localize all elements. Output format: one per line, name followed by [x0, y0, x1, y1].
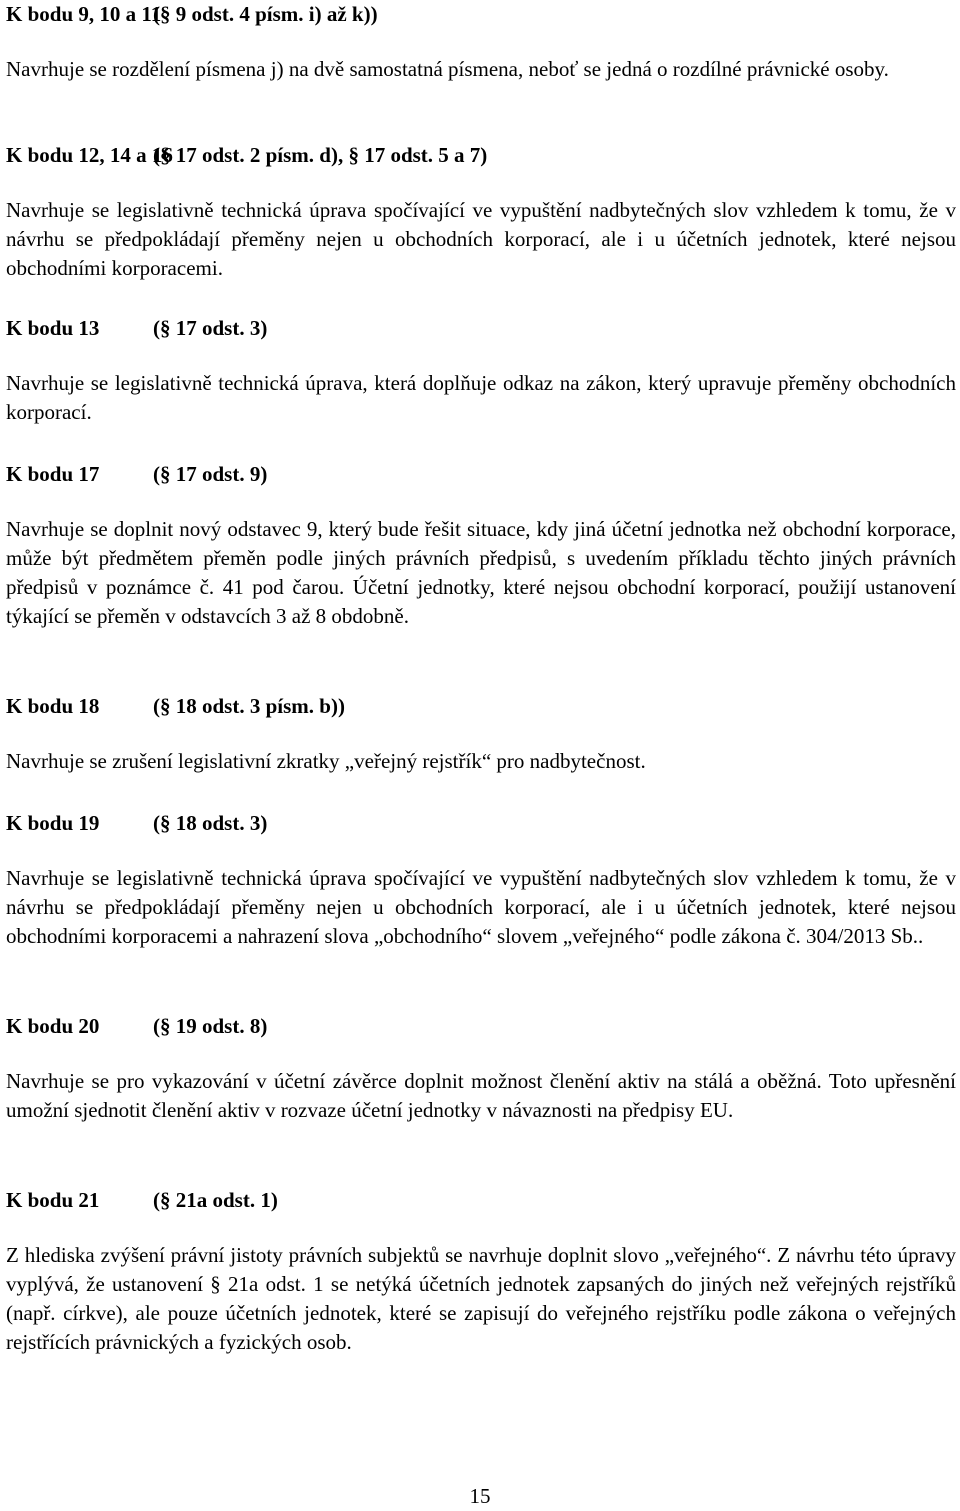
section-heading-label: K bodu 20 [6, 1014, 100, 1038]
section-heading [6, 1012, 956, 1041]
section-heading-reference: (§ 21a odst. 1) [153, 1188, 278, 1212]
section-k-bodu-13 [6, 314, 956, 427]
section-heading-reference: (§ 17 odst. 2 písm. d), § 17 odst. 5 a 7) [153, 143, 488, 167]
section-k-bodu-21 [6, 1186, 956, 1357]
section-k-bodu-12-14-16 [6, 141, 956, 283]
section-heading-label: K bodu 18 [6, 694, 100, 718]
section-body: Navrhuje se pro vykazování v účetní závěrce doplnit možnost členění aktiv na stálá a oběžná. Toto upřesnění umožní sjednotit členění aktiv v rozvaze účetní jednotky v návaznosti na předpisy EU. [6, 1069, 956, 1122]
section-heading-label: K bodu 13 [6, 316, 100, 340]
section-heading [6, 141, 956, 170]
section-body: Navrhuje se legislativně technická úprava, která doplňuje odkaz na zákon, který upravuje přeměny obchodních korporací. [6, 371, 956, 424]
page-number: 15 [469, 1484, 491, 1508]
section-heading-label: K bodu 9, 10 a 11 [6, 2, 162, 26]
section-k-bodu-18 [6, 692, 956, 776]
section-heading [6, 692, 956, 721]
section-heading [6, 314, 956, 343]
section-heading-reference: (§ 18 odst. 3) [153, 811, 268, 835]
section-k-bodu-17 [6, 460, 956, 631]
section-body: Navrhuje se rozdělení písmena j) na dvě samostatná písmena, neboť se jedná o rozdílné právnické osoby. [6, 57, 889, 81]
section-heading [6, 0, 956, 29]
section-heading-reference: (§ 9 odst. 4 písm. i) až k)) [153, 2, 378, 26]
section-body: Navrhuje se doplnit nový odstavec 9, který bude řešit situace, kdy jiná účetní jednotka než obchodní korporace, může být předmětem přeměn podle jiných právních předpisů, s uvedením příkladu těchto jiných právních předpisů v poznámce č. 41 pod čarou. Účetní jednotky, které nejsou obchodní korporací, použijí ustanovení týkající se přeměn v odstavcích 3 až 8 obdobně. [6, 517, 956, 628]
section-k-bodu-20 [6, 1012, 956, 1125]
section-heading-label: K bodu 21 [6, 1188, 100, 1212]
section-heading-label: K bodu 17 [6, 462, 100, 486]
section-heading [6, 809, 956, 838]
section-body: Z hlediska zvýšení právní jistoty právních subjektů se navrhuje doplnit slovo „veřejného“. Z návrhu této úpravy vyplývá, že ustanovení § 21a odst. 1 se netýká účetních jednotek zapsaných do jiných než veřejných rejstříků (např. církve), ale pouze účetních jednotek, které se zapisují do veřejného rejstříku podle zákona o veřejných rejstřících právnických a fyzických osob. [6, 1243, 956, 1354]
section-heading-reference: (§ 18 odst. 3 písm. b)) [153, 694, 345, 718]
section-k-bodu-19 [6, 809, 956, 951]
section-heading-label: K bodu 12, 14 a 16 [6, 143, 173, 167]
section-heading-label: K bodu 19 [6, 811, 100, 835]
section-heading-reference: (§ 19 odst. 8) [153, 1014, 268, 1038]
section-heading-reference: (§ 17 odst. 3) [153, 316, 268, 340]
section-heading [6, 460, 956, 489]
section-k-bodu-9-10-11 [6, 0, 956, 84]
section-body: Navrhuje se legislativně technická úprava spočívající ve vypuštění nadbytečných slov vzhledem k tomu, že v návrhu se předpokládají přeměny nejen u obchodních korporací, ale i u účetních jednotek, které nejsou obchodními korporacemi. [6, 198, 956, 280]
section-heading [6, 1186, 956, 1215]
section-heading-reference: (§ 17 odst. 9) [153, 462, 268, 486]
section-body: Navrhuje se legislativně technická úprava spočívající ve vypuštění nadbytečných slov vzhledem k tomu, že v návrhu se předpokládají přeměny nejen u obchodních korporací, ale i u účetních jednotek, které nejsou obchodními korporacemi a nahrazení slova „obchodního“ slovem „veřejného“ podle zákona č. 304/2013 Sb.. [6, 866, 956, 948]
section-body: Navrhuje se zrušení legislativní zkratky „veřejný rejstřík“ pro nadbytečnost. [6, 749, 646, 773]
